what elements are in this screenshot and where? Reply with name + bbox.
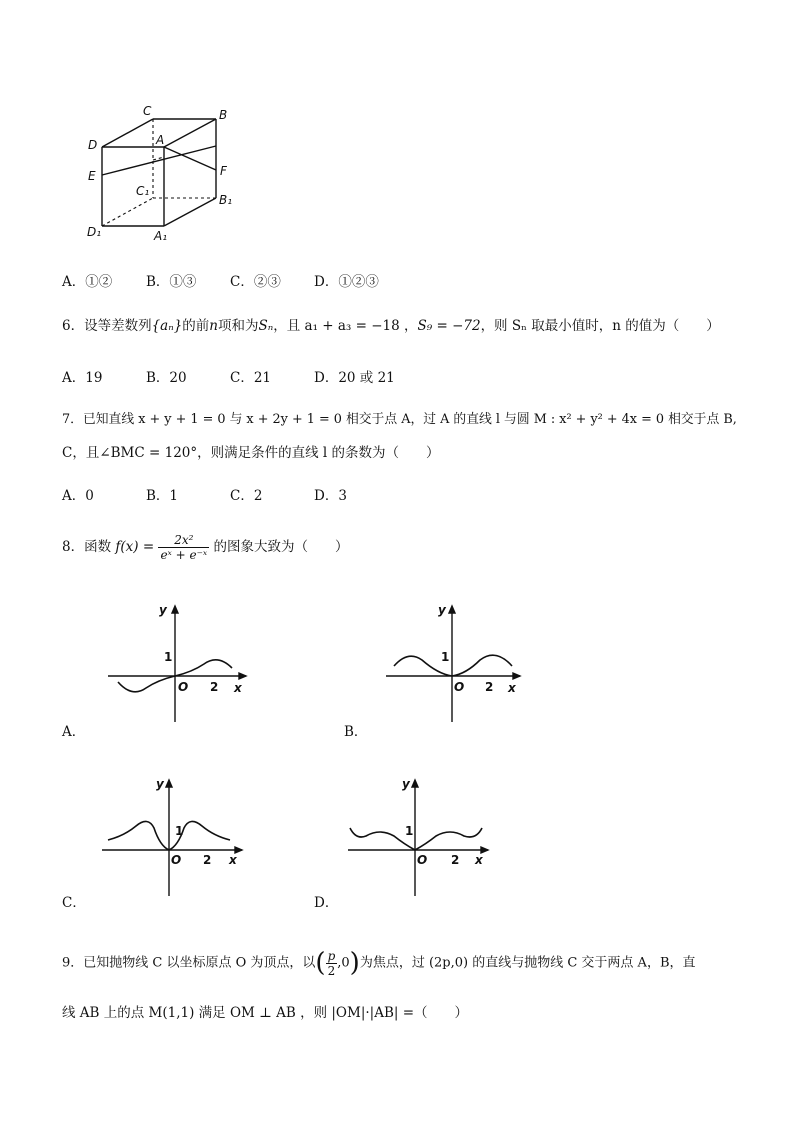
graph-d-y-arrow [412, 780, 418, 787]
q9-prefix: 9．已知抛物线 C 以坐标原点 O 为顶点，以 [62, 955, 316, 971]
label-F: F [220, 164, 227, 178]
graph-a-tick-1: 1 [164, 650, 173, 664]
q6-stem [62, 316, 720, 336]
graph-c-y-arrow [166, 780, 172, 787]
q8-numerator: 2x² [158, 533, 209, 548]
q8-prefix: 8．函数 [62, 539, 112, 555]
graph-d [342, 772, 492, 900]
graph-b [380, 598, 530, 728]
q9-frac-num: p [327, 948, 336, 963]
q6-cond2: S₉ = −72 [417, 318, 481, 334]
edge-EF [102, 146, 216, 175]
graph-d-origin: O [417, 853, 428, 867]
graph-c-x-label: x [229, 853, 237, 867]
q8-fraction [158, 533, 209, 562]
graph-a-origin: O [178, 680, 189, 694]
label-A1: A₁ [154, 229, 168, 243]
q7-stem-line2: C，且∠BMC = 120°，则满足条件的直线 l 的条数为（ ） [62, 445, 440, 461]
label-B1: B₁ [219, 193, 233, 207]
label-D: D [88, 138, 98, 152]
q6-seq: {aₙ} [151, 318, 183, 334]
graph-b-y-arrow [449, 606, 455, 613]
q7-stem-line1: 7．已知直线 x + y + 1 = 0 与 x + 2y + 1 = 0 相交于点 A，过 A 的直线 l 与圆 M : x² + y² + 4x = 0 相交于点 B, [62, 412, 737, 427]
q6-option-a: A．19 [62, 370, 103, 386]
edge-D1C1 [102, 198, 153, 226]
q7-option-a: A．0 [62, 488, 94, 504]
q9-fraction [326, 949, 338, 978]
q5-option-c: C．②③ [230, 274, 281, 290]
q9-stem-line1: 9．已知抛物线 C 以坐标原点 O 为顶点，以( $\frac{p}{2}$ ,0)为焦点，过 (2p,0) 的直线与抛物线 C 交于两点 A，B，直 [62, 948, 696, 978]
edge-AF [164, 147, 216, 170]
q5-option-a: A．①② [62, 274, 113, 290]
q6-cond1: ，且 a₁ + a₃ = −18 ， [273, 318, 418, 334]
graph-a [100, 598, 250, 728]
graph-b-tick-1: 1 [441, 650, 450, 664]
q6-option-d: D．20 或 21 [314, 370, 395, 386]
graph-d-y-label: y [402, 777, 410, 791]
q7-option-b: B．1 [146, 488, 179, 504]
q8-func: f(x) = [115, 539, 155, 555]
graph-b-y-label: y [438, 603, 446, 617]
q9-tail: 为焦点，过 (2p,0) 的直线与抛物线 C 交于两点 A，B，直 [359, 955, 696, 971]
graph-d-tick-1: 1 [405, 824, 414, 838]
q9-after-frac: ,0 [337, 955, 350, 971]
graph-a-y-arrow [172, 606, 178, 613]
graph-b-curve [394, 655, 512, 676]
q6-sn: Sₙ [258, 318, 274, 334]
edge-A1B1 [164, 198, 216, 226]
q7-option-c: C．2 [230, 488, 263, 504]
edge-AB [164, 119, 216, 147]
graph-b-x-label: x [508, 681, 516, 695]
cube-figure [84, 100, 244, 248]
q5-option-d: D．①②③ [314, 274, 379, 290]
edge-DC [102, 119, 153, 147]
label-D1: D₁ [87, 225, 102, 239]
graph-c-tick-1: 1 [175, 824, 184, 838]
label-C1: C₁ [136, 184, 150, 198]
q6-mid1: 的前 [182, 318, 210, 334]
q6-prefix: 6．设等差数列 [62, 318, 152, 334]
graph-b-origin: O [454, 680, 465, 694]
q8-option-b: B． [344, 724, 368, 740]
label-A: A [156, 133, 165, 147]
q6-tail: ，则 Sₙ 取最小值时，n 的值为（ ） [480, 318, 720, 334]
graph-c-tick-2: 2 [203, 853, 212, 867]
q9-stem-line2: 线 AB 上的点 M(1,1) 满足 OM ⊥ AB ，则 |OM|·|AB| =（ ） [62, 1005, 469, 1021]
q6-n: n [209, 318, 218, 334]
q8-option-d: D． [314, 895, 339, 911]
graph-d-curve [350, 828, 482, 850]
q6-option-c: C．21 [230, 370, 272, 386]
graph-b-tick-2: 2 [485, 680, 494, 694]
graph-a-x-arrow [239, 673, 246, 679]
q8-option-c: C． [62, 895, 86, 911]
q8-option-a: A． [62, 724, 86, 740]
q6-option-b: B．20 [146, 370, 187, 386]
q8-stem [62, 530, 348, 564]
q8-tail: 的图象大致为（ ） [213, 539, 349, 555]
graph-a-tick-2: 2 [210, 680, 219, 694]
graph-b-x-arrow [513, 673, 520, 679]
q5-option-b: B．①③ [146, 274, 197, 290]
q8-denominator: eˣ + e⁻ˣ [160, 548, 208, 562]
graph-a-x-label: x [234, 681, 242, 695]
label-B: B [219, 108, 228, 122]
graph-d-tick-2: 2 [451, 853, 460, 867]
graph-a-y-label: y [159, 603, 167, 617]
graph-d-x-label: x [475, 853, 483, 867]
q6-mid2: 项和为 [218, 318, 259, 334]
label-C: C [143, 104, 152, 118]
q7-option-d: D．3 [314, 488, 347, 504]
label-E: E [88, 169, 96, 183]
graph-c [96, 772, 246, 900]
q9-frac-den: 2 [327, 963, 336, 978]
graph-c-origin: O [171, 853, 182, 867]
graph-c-y-label: y [156, 777, 164, 791]
